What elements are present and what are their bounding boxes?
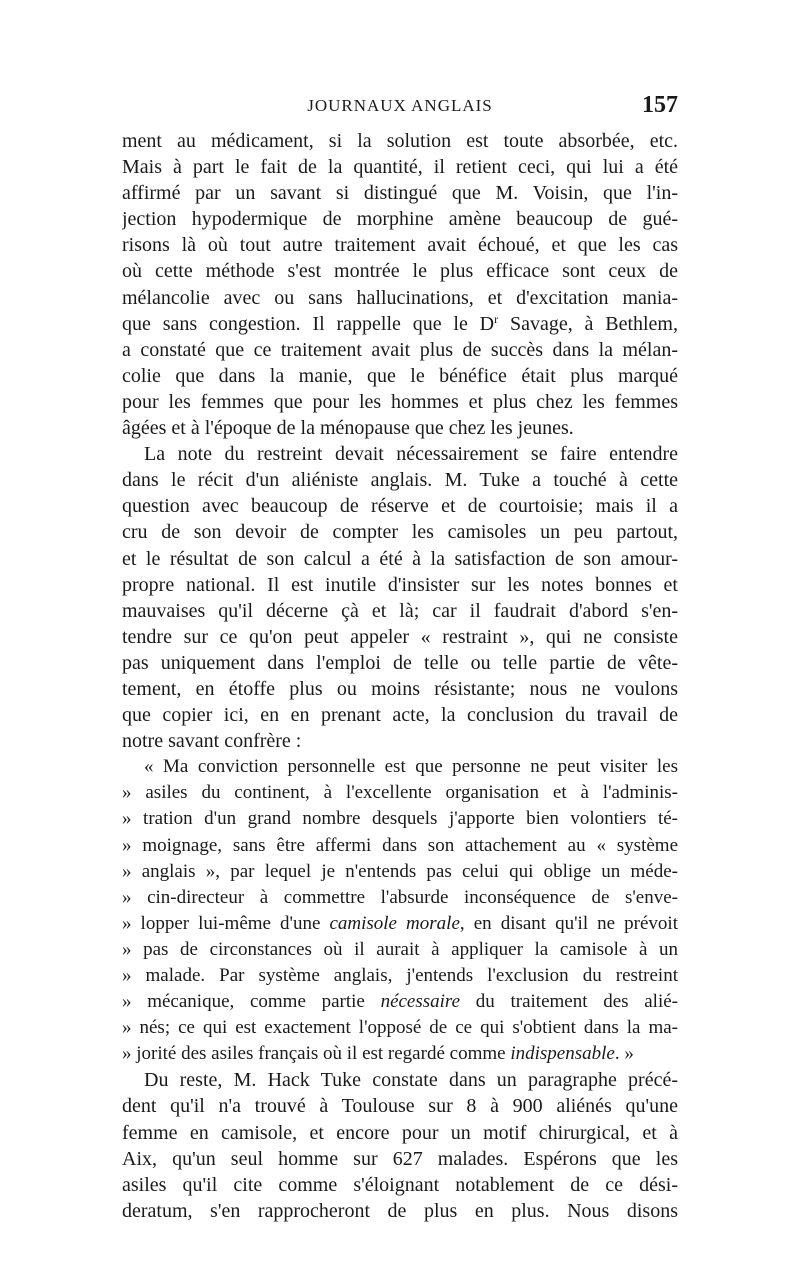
quote-line: » pas de circonstances où il aurait à appliquer la camisole à un [122,938,678,960]
text-line: colie que dans la manie, que le bénéfice était plus marqué [122,364,678,387]
quote-line: « Ma conviction personnelle est que personne ne peut visiter les [144,756,678,778]
text-line: propre national. Il est inutile d'insister sur les notes bonnes et [122,573,678,596]
text-line: asiles qu'il cite comme s'éloignant notablement de ce dési- [122,1173,678,1196]
running-head-title: JOURNAUX ANGLAIS [307,96,493,115]
quote-line [122,911,678,937]
text-line: deratum, s'en rapprocheront de plus en plus. Nous disons [122,1199,678,1222]
quote-line: » asiles du continent, à l'excellente organisation et à l'adminis- [122,782,678,804]
text-line: âgées et à l'époque de la ménopause que chez les jeunes. [122,417,574,440]
text-line: question avec beaucoup de réserve et de courtoisie; mais il a [122,495,678,518]
text-line: où cette méthode s'est montrée le plus efficace sont ceux de [122,260,678,283]
italic-fragment: camisole morale [329,912,460,934]
text-line [122,311,678,337]
text-line: notre savant confrère : [122,730,302,753]
text-line: femme en camisole, et encore pour un motif chirurgical, et à [122,1121,678,1144]
text-fragment: » lopper lui-même d'une [122,912,330,934]
text-line: pour les femmes que pour les hommes et plus chez les femmes [122,390,678,413]
text-fragment: que sans congestion. Il rappelle que le D [122,312,495,335]
text-line: mélancolie avec ou sans hallucinations, et d'excitation mania- [122,286,678,309]
text-line: que copier ici, en en prenant acte, la conclusion du travail de [122,704,678,727]
quote-line [122,1041,678,1067]
running-head [122,92,678,120]
quote-line: » anglais », par lequel je n'entends pas celui qui oblige un méde- [122,860,678,882]
body-text [122,128,678,1224]
italic-fragment: indispensable [510,1043,615,1065]
text-line: Du reste, M. Hack Tuke constate dans un paragraphe précé- [144,1069,678,1092]
text-line: tement, en étoffe plus ou moins résistante; nous ne voulons [122,677,678,700]
text-fragment: du traitement des alié- [460,991,678,1013]
text-line: affirmé par un savant si distingué que M. Voisin, que l'in- [122,182,678,205]
text-line: cru de son devoir de compter les camisoles un peu partout, [122,521,678,544]
text-line: La note du restreint devait nécessairement se faire entendre [144,443,678,466]
quote-line: » nés; ce qui est exactement l'opposé de ce qui s'obtient dans la ma- [122,1017,678,1039]
text-line: tendre sur ce qu'on peut appeler « restraint », qui ne consiste [122,625,678,648]
text-line: Aix, qu'un seul homme sur 627 malades. Espérons que les [122,1147,678,1170]
quote-line: » malade. Par système anglais, j'entends l'exclusion du restreint [122,965,678,986]
text-line: mauvaises qu'il décerne çà et là; car il faudrait d'abord s'en- [122,599,678,622]
text-line: jection hypodermique de morphine amène beaucoup de gué- [122,208,678,231]
text-fragment: , en disant qu'il ne prévoit [459,912,678,934]
text-line: pas uniquement dans l'emploi de telle ou telle partie de vête- [122,651,678,674]
text-line: Mais à part le fait de la quantité, il retient ceci, qui lui a été [122,156,678,179]
text-line: a constaté que ce traitement avait plus de succès dans la mélan- [122,338,678,361]
text-line: et le résultat de son calcul a été à la satisfaction de son amour- [122,547,678,570]
quote-line: » moignage, sans être affermi dans son attachement au « système [122,834,678,856]
text-fragment: » jorité des asiles français où il est regardé comme [122,1043,511,1065]
text-line: risons là où tout autre traitement avait échoué, et que les cas [122,234,678,257]
text-fragment: Savage, à Bethlem, [498,312,678,335]
quote-line: » tration d'un grand nombre desquels j'apporte bien volontiers té- [122,808,678,830]
page-number: 157 [642,92,678,118]
italic-fragment: nécessaire [380,991,461,1013]
text-line: dent qu'il n'a trouvé à Toulouse sur 8 à 900 aliénés qu'une [122,1095,678,1118]
quote-line [122,989,678,1015]
text-fragment: . » [614,1043,634,1065]
text-line: dans le récit d'un aliéniste anglais. M. Tuke a touché à cette [122,469,678,492]
quote-line: » cin-directeur à commettre l'absurde inconséquence de s'enve- [122,886,678,908]
text-line: ment au médicament, si la solution est toute absorbée, etc. [122,130,678,152]
superscript: r [494,311,499,326]
text-fragment: » mécanique, comme partie [122,991,381,1013]
